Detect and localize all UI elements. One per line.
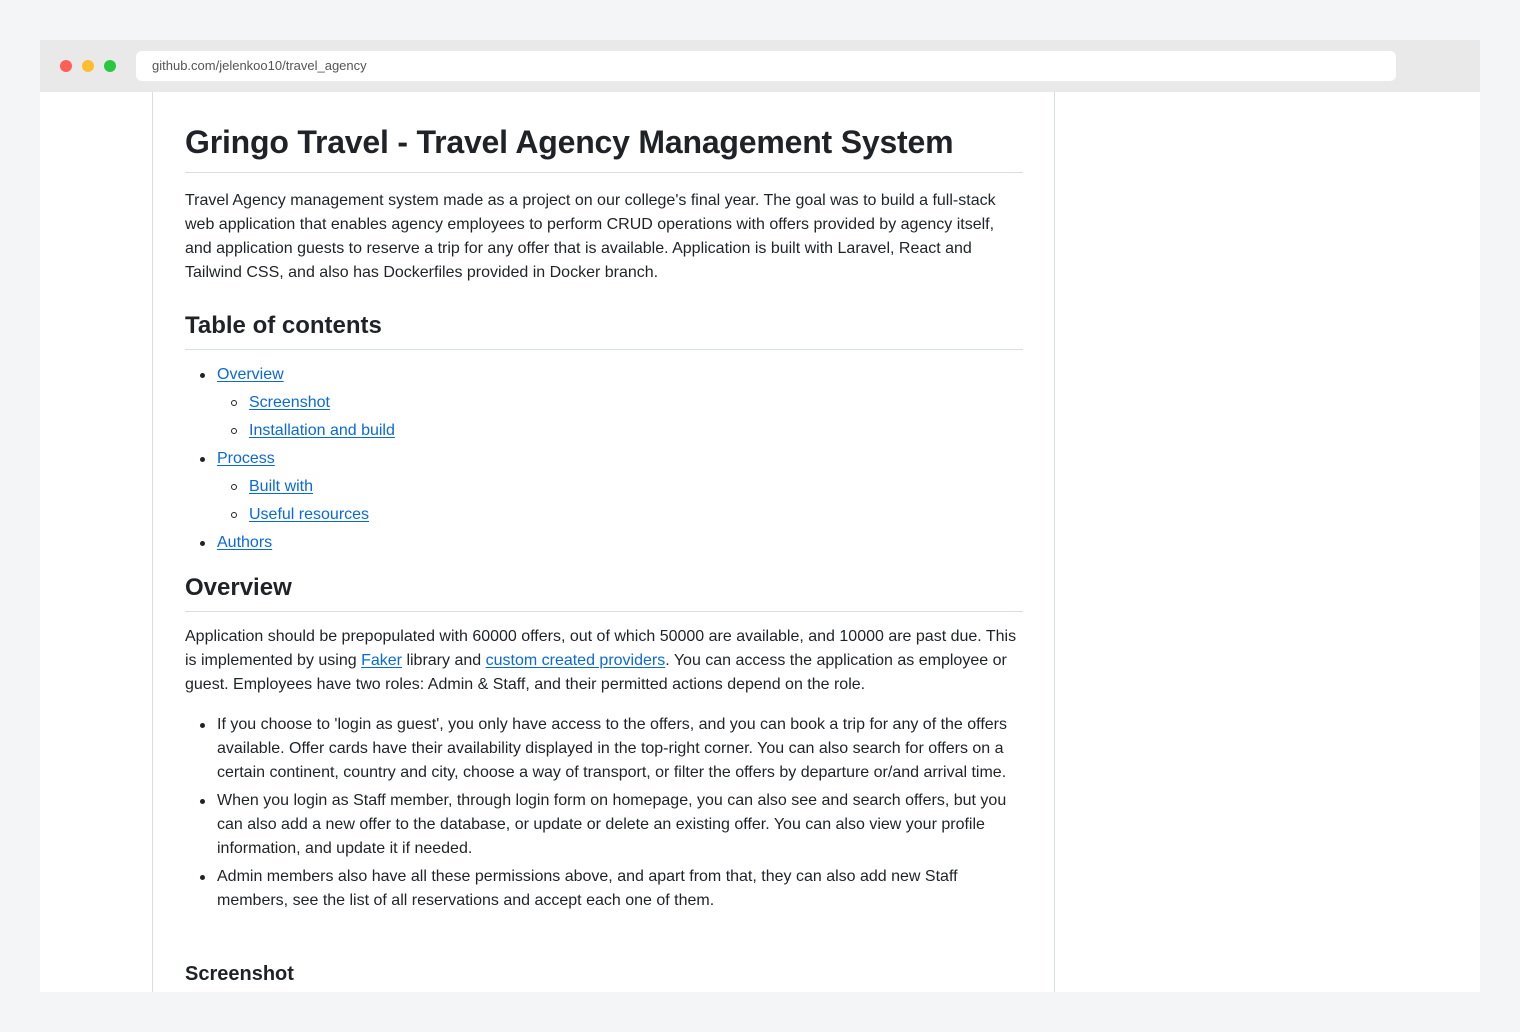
overview-text-1: Application should be prepopulated with 60000 offers, out of which 50000 are available, and 10000 are past due. This is implemented by using (185, 628, 1017, 669)
faker-link[interactable]: Faker (361, 652, 402, 669)
browser-window (40, 40, 1480, 992)
readme-title: Gringo Travel - Travel Agency Management System (185, 122, 1023, 173)
toc-list (185, 363, 1023, 559)
toc-link-built-with[interactable]: Built with (249, 478, 314, 495)
toc-link-overview[interactable]: Overview (217, 366, 284, 383)
toc-subitem (217, 419, 1023, 443)
overview-text-3: . You can access the application as employee or guest. Employees have two roles: Admin & Staff, and their permitted actions depend on the role. (185, 652, 1007, 693)
list-item: When you login as Staff member, through login form on homepage, you can also see and search offers, but you can also add a new offer to the database, or update or delete an existing offer. You can also view your profile information, and update it if needed. (185, 789, 1023, 861)
toc-link-authors[interactable]: Authors (217, 534, 273, 551)
overview-text-2: library and (402, 652, 486, 669)
close-window-icon[interactable] (60, 60, 72, 72)
list-item: Admin members also have all these permissions above, and apart from that, they can also add new Staff members, see the list of all reservations and accept each one of them. (185, 865, 1023, 913)
toc-item (185, 363, 1023, 443)
toc-link-screenshot[interactable]: Screenshot (249, 394, 330, 411)
toc-link-process[interactable]: Process (217, 450, 275, 467)
toc-item (185, 447, 1023, 527)
minimize-window-icon[interactable] (82, 60, 94, 72)
browser-titlebar (40, 40, 1480, 92)
readme-panel (152, 92, 1055, 992)
toc-subitem (217, 475, 1023, 499)
screenshot-heading: Screenshot (185, 963, 294, 985)
address-bar[interactable]: github.com/jelenkoo10/travel_agency (136, 51, 1396, 81)
toc-subitem (217, 391, 1023, 415)
toc-item (185, 531, 1023, 555)
list-item: If you choose to 'login as guest', you only have access to the offers, and you can book a trip for any of the offers available. Offer cards have their availability displayed in the top-right corner. You can also search for offers on a certain continent, country and city, choose a way of transport, or filter the offers by departure or/and arrival time. (185, 713, 1023, 785)
toc-link-useful-resources[interactable]: Useful resources (249, 506, 370, 523)
toc-sublist (217, 391, 1023, 443)
maximize-window-icon[interactable] (104, 60, 116, 72)
toc-sublist (217, 475, 1023, 527)
toc-subitem (217, 503, 1023, 527)
overview-heading: Overview (185, 573, 1023, 612)
overview-paragraph (185, 625, 1023, 697)
custom-providers-link[interactable]: custom created providers (485, 652, 666, 669)
overview-list (185, 713, 1023, 917)
toc-heading: Table of contents (185, 311, 1023, 350)
toc-link-installation[interactable]: Installation and build (249, 422, 395, 439)
intro-paragraph: Travel Agency management system made as a project on our college's final year. The goal was to build a full-stack web application that enables agency employees to perform CRUD operations with offers provided by agency itself, and application guests to reserve a trip for any offer that is available. Application is built with Laravel, React and Tailwind CSS, and also has Dockerfiles provided in Docker branch. (185, 192, 996, 281)
